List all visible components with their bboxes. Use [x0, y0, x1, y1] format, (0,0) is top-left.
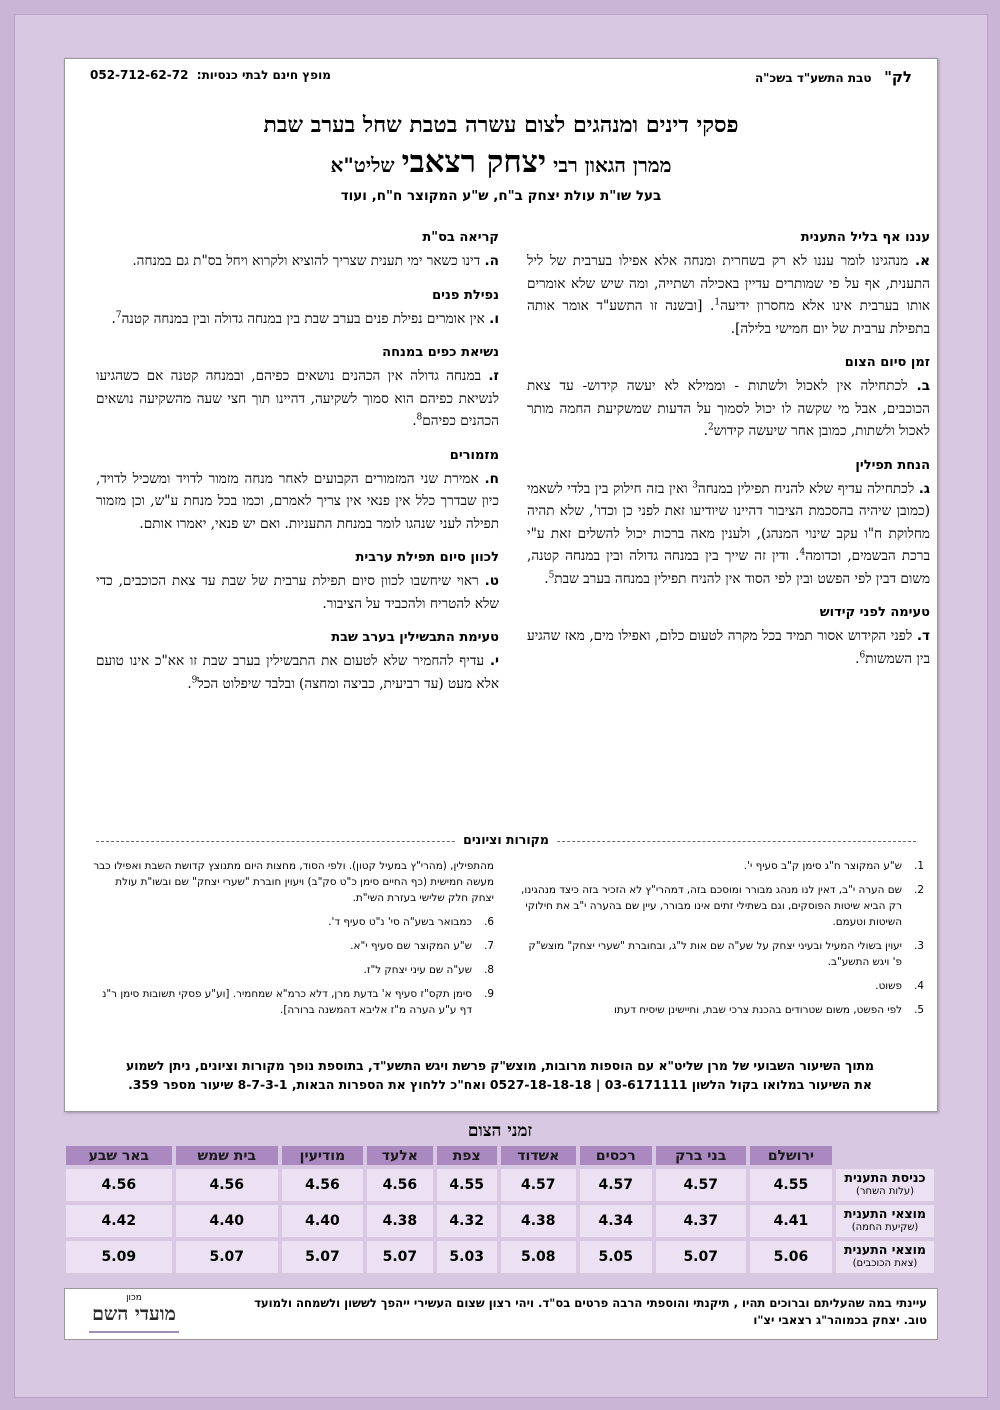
- section-heading: מזמורים: [449, 447, 499, 463]
- section-text: י. עדיף להחמיר שלא לטעום את התבשילין בערב שבת זו אא"כ אינו טועם אלא מעט (עד רביעית, כביצה ומחצה) ובלבד שיפלוט הכל$^9$.: [96, 653, 499, 692]
- rabbi-suffix: שליט"א: [330, 153, 395, 177]
- footnote: 3. יעוין בשולי המעיל ובעיני יצחק על שע"ה שם אות ל"ג, ובחוברת "שערי יצחק" מוצש"ק פ' ויגש התשע"ב.: [528, 940, 924, 968]
- time-cell: 5.07: [367, 1241, 433, 1273]
- footnote-ref: 3: [692, 479, 698, 490]
- sources-divider: [96, 832, 916, 850]
- section-text: א. מנהגינו לומר עננו לא רק בשחרית ומנחה אלא אפילו בערבית של ליל התענית, אף על פי שמותרים עדיין באכילה ושתייה, ומה שיש שלא אומרים אותו בערבית אינו אלא מחסרון ידיעה$^1$. [ובשנה זו התשע"ד אומר אותה בתפילת ערבית של יום חמישי בלילה].: [527, 253, 930, 337]
- footnotes-right: [520, 858, 924, 1026]
- top-header: [90, 68, 912, 88]
- time-cell: 4.32: [437, 1205, 497, 1237]
- logo-ornament-icon: [89, 1325, 179, 1333]
- section-heading: נשיאת כפים במנחה: [382, 345, 499, 360]
- time-cell: 5.08: [501, 1241, 576, 1273]
- footnote: 2. שם הערה י"ב, דאין לנו מנהג מבורר ומוסכם בזה, דמהרי"ץ לא הזכיר בזה כיצד מנהגינו, רק הביא שיטות הפוסקים, וגם בשתילי זתים אינו מבורר, עיין שם בהערה י"ב את חילוקי השיטות וטעמם.: [521, 884, 924, 928]
- issue-info: [755, 68, 912, 86]
- issue-number: לק": [884, 68, 912, 86]
- table-row: [66, 1169, 934, 1201]
- time-cell: 4.38: [501, 1205, 576, 1237]
- city-header: בית שמש: [176, 1146, 278, 1165]
- time-cell: 4.57: [656, 1169, 746, 1201]
- main-title: פסקי דינים ומנהגים לצום עשרה בטבת שחל בערב שבת: [263, 112, 739, 138]
- footnote-ref: 8: [416, 412, 423, 423]
- section-text: ד. לפני הקידוש אסור תמיד בכל מקרה לטעום כלום, ואפילו מים, מאז שהגיע בין השמשות$^6$.: [527, 628, 930, 667]
- time-cell: 4.34: [580, 1205, 652, 1237]
- table-corner: [836, 1146, 934, 1165]
- time-cell: 4.37: [656, 1205, 746, 1237]
- time-cell: 4.41: [750, 1205, 832, 1237]
- promo-line-2: את השיעור במלואו בקול הלשון 03-6171111 | 0527-18-18-18 ואח"כ ללחוץ את הספרות הבאות, 8-7-3-1 שיעור מספר 359.: [128, 1077, 872, 1092]
- logo-name: מועדי השם: [92, 1303, 176, 1325]
- city-header: ירושלם: [750, 1146, 832, 1165]
- time-cell: 4.56: [282, 1169, 363, 1201]
- time-cell: 5.06: [750, 1241, 832, 1273]
- row-label: מוצאי התענית (שקיעת החמה): [836, 1205, 934, 1237]
- footnotes-left: [90, 858, 494, 1026]
- time-cell: 4.57: [501, 1169, 576, 1201]
- footnote: 6. כמבואר בשע"ה סי' נ"ט סעיף ד'.: [328, 916, 494, 928]
- time-cell: 5.07: [176, 1241, 278, 1273]
- footnote: 5. לפי הפשט, משום שטרודים בהכנת צרכי שבת, וחיישינן שיסיח דעתו: [614, 1004, 924, 1016]
- time-cell: 4.57: [580, 1169, 652, 1201]
- time-cell: 4.56: [176, 1169, 278, 1201]
- free-distribution: מופץ חינם לבתי כנסיות:: [196, 68, 331, 82]
- fast-times-table: [62, 1142, 938, 1277]
- section-text: ט. ראוי שיחשבו לכוון סיום תפילת ערבית של שבת עד צאת הכוכבים, כדי שלא להטריח ולהכביד על הציבור.: [96, 573, 499, 612]
- time-cell: 4.56: [66, 1169, 172, 1201]
- section-heading: טעימה לפני קידוש: [819, 605, 930, 620]
- table-row: [66, 1241, 934, 1273]
- time-cell: 5.03: [437, 1241, 497, 1273]
- footnote: 1. ש"ע המקוצר ח"ג סימן ק"ב סעיף י'.: [743, 860, 924, 872]
- section-text: ה. דינו כשאר ימי תענית שצריך להוציא ולקרוא ויחל בס"ת גם במנחה.: [132, 253, 499, 269]
- footnote-ref: 2: [707, 422, 714, 433]
- table-header-row: [66, 1146, 934, 1165]
- footnote: 7. ש"ע המקוצר שם סעיף י"א.: [350, 940, 494, 952]
- city-header: רכסים: [580, 1146, 652, 1165]
- footnote-ref: 1: [714, 297, 721, 308]
- time-cell: 4.55: [750, 1169, 832, 1201]
- section-text: ו. אין אומרים נפילת פנים בערב שבת בין במנחה גדולה ובין במנחה קטנה$^7$.: [111, 309, 499, 327]
- time-cell: 4.55: [437, 1169, 497, 1201]
- section-heading: הנחת תפילין: [855, 457, 930, 473]
- section-heading: זמן סיום הצום: [844, 355, 930, 370]
- row-label: מוצאי התענית (צאת הכוכבים): [836, 1241, 934, 1273]
- footnote: 9. סימן תקס"ז סעיף א' בדעת מרן, דלא כרמ"א שמחמיר. [וע"ע פסקי תשובות סימן ר"נ דף ע"ע הערה מ"ז אליבא דהמשנה ברורה].: [102, 988, 494, 1016]
- time-cell: 4.56: [367, 1169, 433, 1201]
- rabbi-name: יצחק רצאבי: [401, 144, 547, 180]
- section-text: ח. אמירת שני המזמורים הקבועים לאחר מנחה מזמור לדויד ומשכיל לדויד, כיון שבדרך כלל אין פנאי אין צריך לאמרם, וכמו בכל מנחת ע"ש, וכן מזמור תפילה לעני שנהגו לומר במנחת התעניות. ואם יש פנאי, יאמרו אותם.: [96, 470, 499, 532]
- footnote-continuation: מהתפילין, (מהרי"ץ במעיל קטון). ולפי הסוד, מחצות היום מתנוצץ קדושת השבת ואפילו כבר מעשה חמישית (כף החיים סימן כ"ט סק"ב) ויעוין חוברת "שערי יצחק" שם ובשו"ת עולת יצחק חלק שלישי בעזרת השי"ת.: [93, 860, 494, 904]
- left-column: [96, 228, 499, 708]
- section-heading: עננו אף בליל התענית: [800, 230, 930, 245]
- footnote: 8. שע"ה שם עיני יצחק ל"ז.: [363, 964, 494, 976]
- footnote: 4. פשוט.: [875, 980, 924, 992]
- rabbi-books: בעל שו"ת עולת יצחק ב"ח, ש"ע המקוצר ח"ח, ועוד: [340, 188, 662, 204]
- city-header: אלעד: [367, 1146, 433, 1165]
- approval-text: עיינתי במה שהעליתם וברוכים תהיו , תיקנתי והוספתי הרבה פרטים בס"ד. ויהי רצון שצום העשירי ייהפך לששון ולשמחה ולמועד טוב. יצחק בכמוהר"ג רצאבי יצ"ו: [254, 1296, 927, 1327]
- distribution-info: [90, 68, 331, 82]
- section-text: ב. לכתחילה אין לאכול ולשתות - וממילא לא יעשה קידוש- עד צאת הכוכבים, אבל מי שקשה לו יכול לסמוך על הדעות שמשקיעת החמה מותר לאכול ולשתות, כמובן אחר שיעשה קידוש$^2$.: [527, 378, 930, 439]
- footnote-ref: 9: [191, 674, 198, 685]
- footnote-ref: 5: [548, 569, 555, 580]
- time-cell: 5.05: [580, 1241, 652, 1273]
- section-text: ג. לכתחילה עדיף שלא להניח תפילין במנחה$^3$ ואין בזה חילוק בין בלדי לשאמי (כמובן שיהיה בהסכמת הציבור דהיינו שיודיעו זאת לפני כן וכדו', שלא תהיה מחלוקת ח"ו עקב שינוי המנהג), ולענין מאה ברכות יכול להשלים זאת ע"י ברכת הבשמים, וכדומה$^4$. ודין זה שייך בין במנחה גדולה ובין במנחה קטנה, משום דבין לפי הפשט ובין לפי הסוד אין להניח תפילין במנחה בערב שבת$^5$.: [527, 479, 931, 587]
- phone-number: 052-712-62-72: [90, 68, 189, 82]
- sources-title: מקורות וציונים: [455, 832, 557, 847]
- section-heading: קריאה בס"ת: [422, 230, 499, 245]
- fast-times-title: זמני הצום: [467, 1121, 533, 1141]
- rabbi-prefix: ממרן הגאון רבי: [553, 153, 672, 177]
- section-heading: טעימת התבשילין בערב שבת: [331, 630, 499, 645]
- footer-box: [64, 1288, 938, 1340]
- city-header: מודיעין: [282, 1146, 363, 1165]
- footnote-ref: 4: [799, 547, 806, 558]
- city-header: אשדוד: [501, 1146, 576, 1165]
- section-text: ז. במנחה גדולה אין הכהנים נושאים כפיהם, ובמנחה קטנה אם כשהגיעו לנשיאת כפיהם הוא סמוך לשקיעה, דהיינו תוך חצי שעה מהשקיעה נושאים הכהנים כפיהם$^8$.: [96, 368, 499, 429]
- lecture-promo: [76, 1056, 924, 1094]
- row-label: כניסת התענית (עלות השחר): [836, 1169, 934, 1201]
- city-header: באר שבע: [66, 1146, 172, 1165]
- time-cell: 5.07: [282, 1241, 363, 1273]
- time-cell: 4.40: [176, 1205, 278, 1237]
- logo-small-text: מכון: [126, 1293, 142, 1303]
- city-header: בני ברק: [656, 1146, 746, 1165]
- time-cell: 5.09: [66, 1241, 172, 1273]
- footnote-ref: 7: [115, 309, 122, 320]
- issue-date: טבת התשע"ד בשכ"ה: [754, 71, 872, 85]
- institute-logo: [79, 1293, 189, 1333]
- right-column: [527, 228, 930, 683]
- section-heading: לכוון סיום תפילת ערבית: [355, 550, 499, 565]
- time-cell: 4.38: [367, 1205, 433, 1237]
- table-row: [66, 1205, 934, 1237]
- promo-line-1: מתוך השיעור השבועי של מרן שליט"א עם הוספות מרובות, מוצש"ק פרשת ויגש התשע"ד, בתוספת נופך מקורות וציונים, ניתן לשמוע: [125, 1058, 875, 1073]
- rabbi-title: [90, 144, 912, 180]
- time-cell: 4.40: [282, 1205, 363, 1237]
- section-heading: נפילת פנים: [432, 287, 499, 303]
- time-cell: 4.42: [66, 1205, 172, 1237]
- city-header: צפת: [437, 1146, 497, 1165]
- footnote-ref: 6: [859, 649, 866, 660]
- time-cell: 5.07: [656, 1241, 746, 1273]
